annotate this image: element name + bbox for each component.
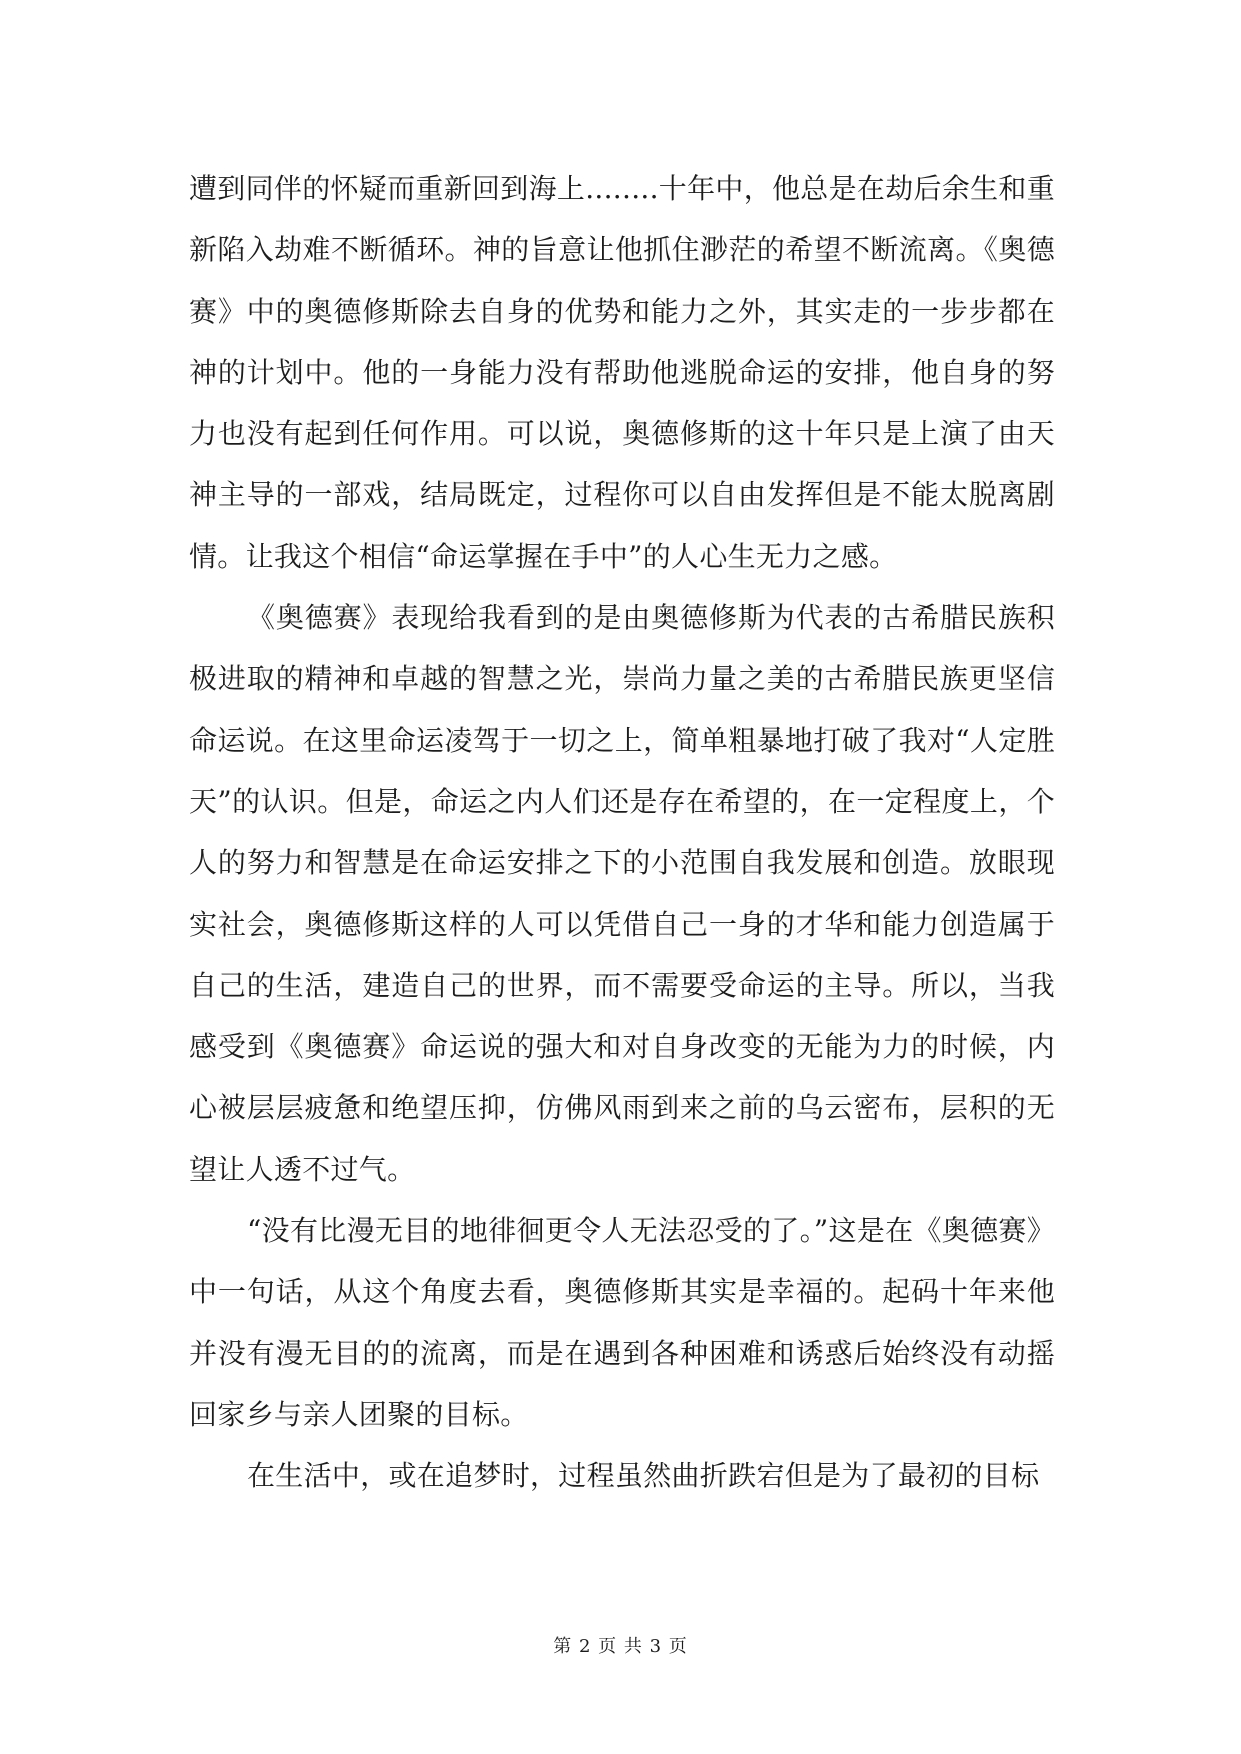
paragraph-2: 《奥德赛》表现给我看到的是由奥德修斯为代表的古希腊民族积极进取的精神和卓越的智慧之光，崇尚力量之美的古希腊民族更坚信命运说。在这里命运凌驾于一切之上，简单粗暴地打破了我对“人定胜天”的认识。但是，命运之内人们还是存在希望的，在一定程度上，个人的努力和智慧是在命运安排之下的小范围自我发展和创造。放眼现实社会，奥德修斯这样的人可以凭借自己一身的才华和能力创造属于自己的生活，建造自己的世界，而不需要受命运的主导。所以，当我感受到《奥德赛》命运说的强大和对自身改变的无能为力的时候，内心被层层疲惫和绝望压抑，仿佛风雨到来之前的乌云密布，层积的无望让人透不过气。 xyxy=(189,601,1055,1186)
document-body xyxy=(189,158,1055,1507)
paragraph-3: “没有比漫无目的地徘徊更令人无法忍受的了。”这是在《奥德赛》中一句话，从这个角度去看，奥德修斯其实是幸福的。起码十年来他并没有漫无目的的流离，而是在遇到各种困难和诱惑后始终没有动摇回家乡与亲人团聚的目标。 xyxy=(189,1214,1055,1431)
paragraph-4: 在生活中，或在追梦时，过程虽然曲折跌宕但是为了最初的目标 xyxy=(247,1459,1040,1493)
page-number-footer: 第 2 页 共 3 页 xyxy=(553,1636,688,1657)
paragraph-1: 遭到同伴的怀疑而重新回到海上........十年中，他总是在劫后余生和重新陷入劫难不断循环。神的旨意让他抓住渺茫的希望不断流离。《奥德赛》中的奥德修斯除去自身的优势和能力之外，其实走的一步步都在神的计划中。他的一身能力没有帮助他逃脱命运的安排，他自身的努力也没有起到任何作用。可以说，奥德修斯的这十年只是上演了由天神主导的一部戏，结局既定，过程你可以自由发挥但是不能太脱离剧情。让我这个相信“命运掌握在手中”的人心生无力之感。 xyxy=(189,172,1056,573)
